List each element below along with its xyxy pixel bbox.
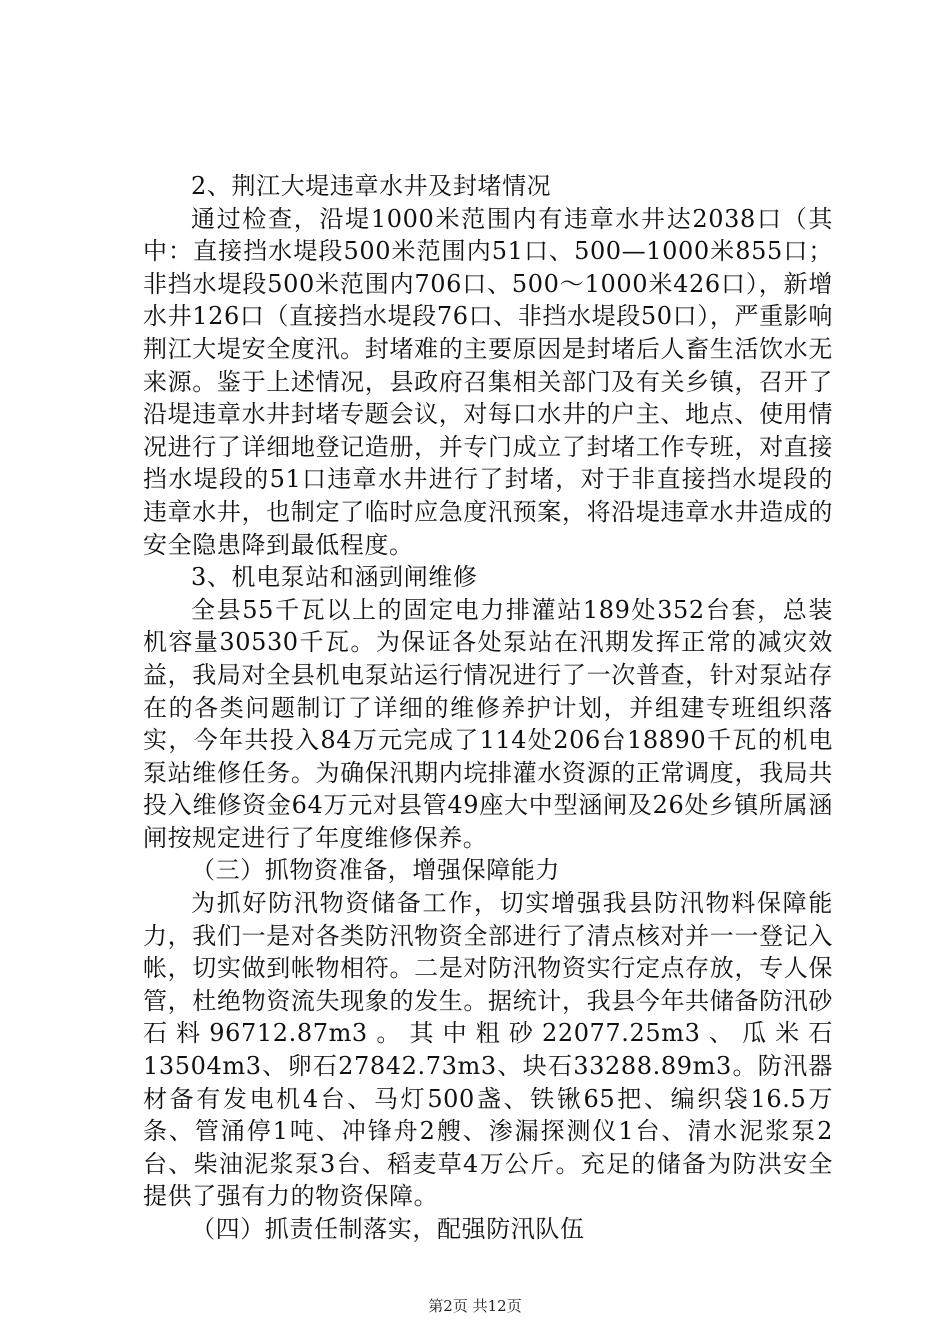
paragraph-materials: 为抓好防汛物资储备工作，切实增强我县防汛物料保障能力，我们一是对各类防汛物资全部进行了清点核对并一一登记入帐，切实做到帐物相符。二是对防汛物资实行定点存放，专人保管，杜绝物资流失现象的发生。据统计，我县今年共储备防汛砂石料96712.87m3。其中粗砂22077.25m3、瓜米石13504m3、卵石27842.73m3、块石33288.89m3。防汛器材备有发电机4台、马灯500盏、铁锹65把、编织袋16.5万条、管涌停1吨、冲锋舟2艘、渗漏探测仪1台、清水泥浆泵2台、柴油泥浆泵3台、稻麦草4万公斤。充足的储备为防洪安全提供了强有力的物资保障。 [143,889,833,1211]
subheading-pump-stations: 3、机电泵站和涵剅闸维修 [191,563,478,592]
paragraph-levee-wells: 通过检查，沿堤1000米范围内有违章水井达2038口（其中：直接挡水堤段500米范围内51口、500—1000米855口；非挡水堤段500米范围内706口、500～1000米426口），新增水井126口（直接挡水堤段76口、非挡水堤段50口），严重影响荆江大堤安全度汛。封堵难的主要原因是封堵后人畜生活饮水无来源。鉴于上述情况，县政府召集相关部门及有关乡镇，召开了沿堤违章水井封堵专题会议，对每口水井的户主、地点、使用情况进行了详细地登记造册，并专门成立了封堵工作专班，对直接挡水堤段的51口违章水井进行了封堵，对于非直接挡水堤段的违章水井，也制定了临时应急度汛预案，将沿堤违章水井造成的安全隐患降到最低程度。 [143,204,833,559]
document-body [143,170,833,1246]
subheading-levee-wells: 2、荆江大堤违章水井及封堵情况 [191,172,552,200]
paragraph-pump-stations: 全县55千瓦以上的固定电力排灌站189处352台套，总装机容量30530千瓦。为保证各处泵站在汛期发挥正常的减灾效益，我局对全县机电泵站运行情况进行了一次普查，针对泵站存在的各类问题制订了详细的维修养护计划，并组建专班组织落实，今年共投入84万元完成了114处206台18890千瓦的机电泵站维修任务。为确保汛期内垸排灌水资源的正常调度，我局共投入维修资金64万元对县管49座大中型涵闸及26处乡镇所属涵闸按规定进行了年度维修保养。 [143,595,833,852]
section-heading-responsibility: （四）抓责任制落实，配强防汛队伍 [191,1215,585,1243]
section-heading-materials: （三）抓物资准备，增强保障能力 [191,856,560,885]
page-footer: 第2页 共12页 [428,1297,522,1315]
